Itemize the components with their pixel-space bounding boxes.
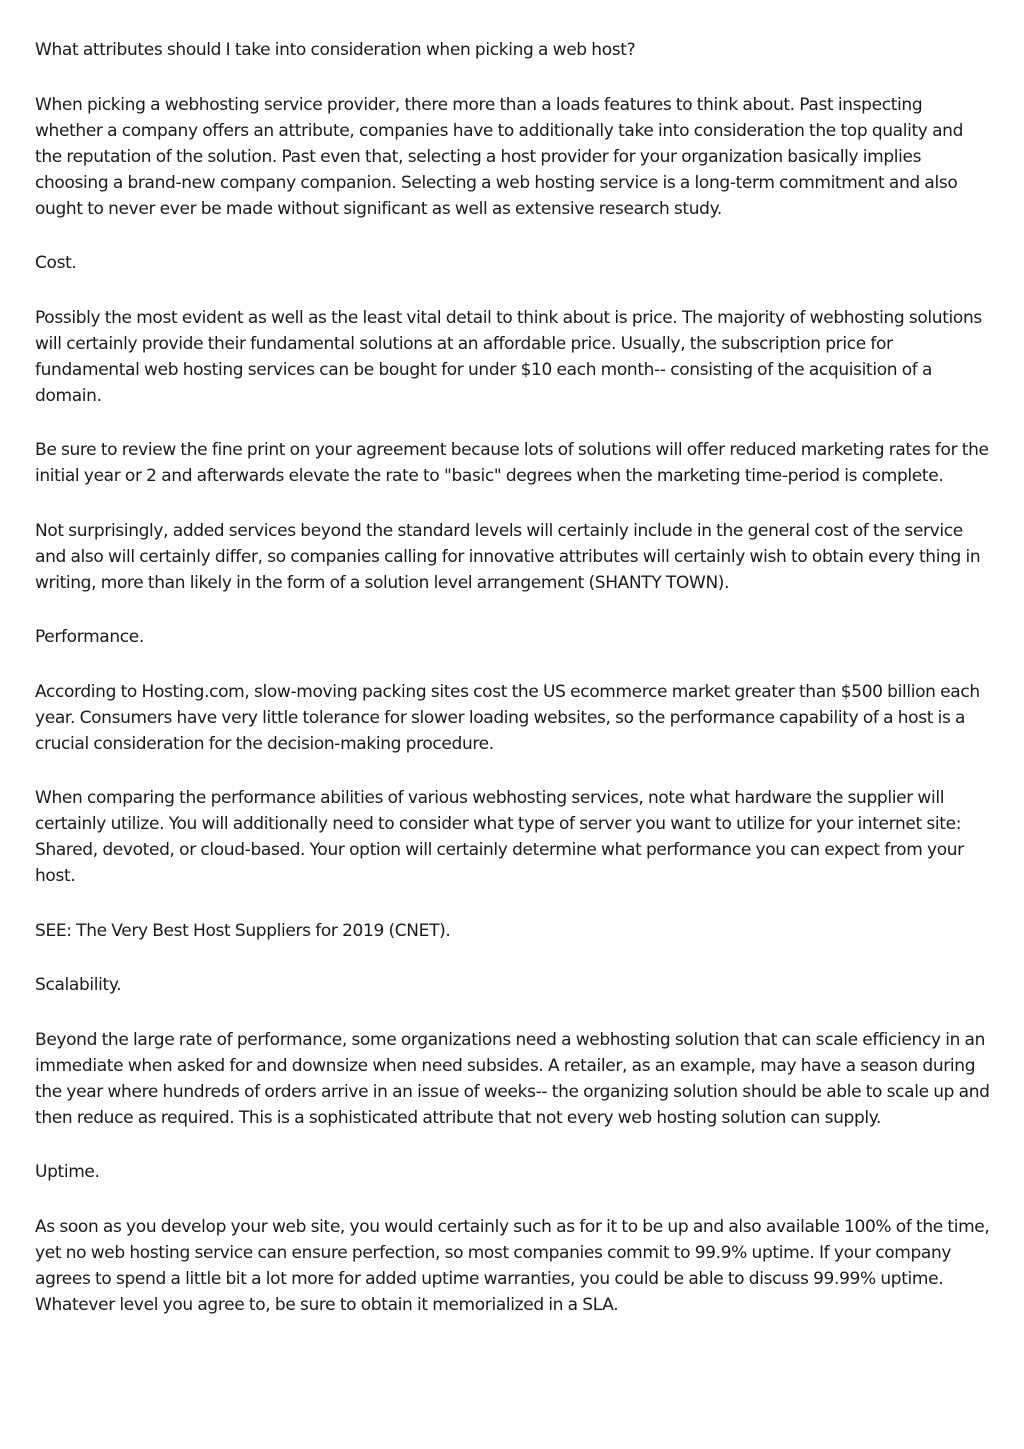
cost-paragraph: Possibly the most evident as well as the least vital detail to think about is price. The majority of webhosting solutions will certainly provide their fundamental solutions at an affordable price. Usually, the subscription price for fundamental web hosting services can be bought for under $10 each month-- consisting of the acquisition of a domain. <box>35 307 982 406</box>
document-page <box>35 37 993 1346</box>
section-heading-scalability: Scalability. <box>35 975 122 995</box>
cost-paragraph: Be sure to review the fine print on your agreement because lots of solutions will offer reduced marketing rates for the initial year or 2 and afterwards elevate the rate to "basic" degrees when the marketing time-period is complete. <box>35 440 989 486</box>
cost-paragraph: Not surprisingly, added services beyond the standard levels will certainly include in the general cost of the service and also will certainly differ, so companies calling for innovative attributes will certainly wish to obtain every thing in writing, more than likely in the form of a solution level arrangement (SHANTY TOWN). <box>35 520 981 593</box>
performance-paragraph: According to Hosting.com, slow-moving packing sites cost the US ecommerce market greater than $500 billion each year. Consumers have very little tolerance for slower loading websites, so the performance capability of a host is a crucial consideration for the decision-making procedure. <box>35 681 980 754</box>
performance-paragraph: When comparing the performance abilities of various webhosting services, note what hardware the supplier will certainly utilize. You will additionally need to consider what type of server you want to utilize for your internet site: Shared, devoted, or cloud-based. Your option will certainly determine what performance you can expect from your host. <box>35 788 964 886</box>
see-reference: SEE: The Very Best Host Suppliers for 2019 (CNET). <box>35 920 451 941</box>
section-heading-cost: Cost. <box>35 253 77 273</box>
question-heading: What attributes should I take into consideration when picking a web host? <box>35 40 636 60</box>
section-heading-uptime: Uptime. <box>35 1162 100 1182</box>
intro-paragraph: When picking a webhosting service provider, there more than a loads features to think about. Past inspecting whether a company offers an attribute, companies have to additionally take into consideration the top quality and the reputation of the solution. Past even that, selecting a host provider for your organization basically implies choosing a brand-new company companion. Selecting a web hosting service is a long-term commitment and also ought to never ever be made without significant as well as extensive research study. <box>35 94 964 219</box>
scalability-paragraph: Beyond the large rate of performance, some organizations need a webhosting solution that can scale efficiency in an immediate when asked for and downsize when need subsides. A retailer, as an example, may have a season during the year where hundreds of orders arrive in an issue of weeks-- the organizing solution should be able to scale up and then reduce as required. This is a sophisticated attribute that not every web hosting solution can supply. <box>35 1029 990 1128</box>
uptime-paragraph: As soon as you develop your web site, you would certainly such as for it to be up and also available 100% of the time, yet no web hosting service can ensure perfection, so most companies commit to 99.9% uptime. If your company agrees to spend a little bit a lot more for added uptime warranties, you could be able to discuss 99.99% uptime. Whatever level you agree to, be sure to obtain it memorialized in a SLA. <box>35 1216 990 1315</box>
section-heading-performance: Performance. <box>35 627 144 647</box>
